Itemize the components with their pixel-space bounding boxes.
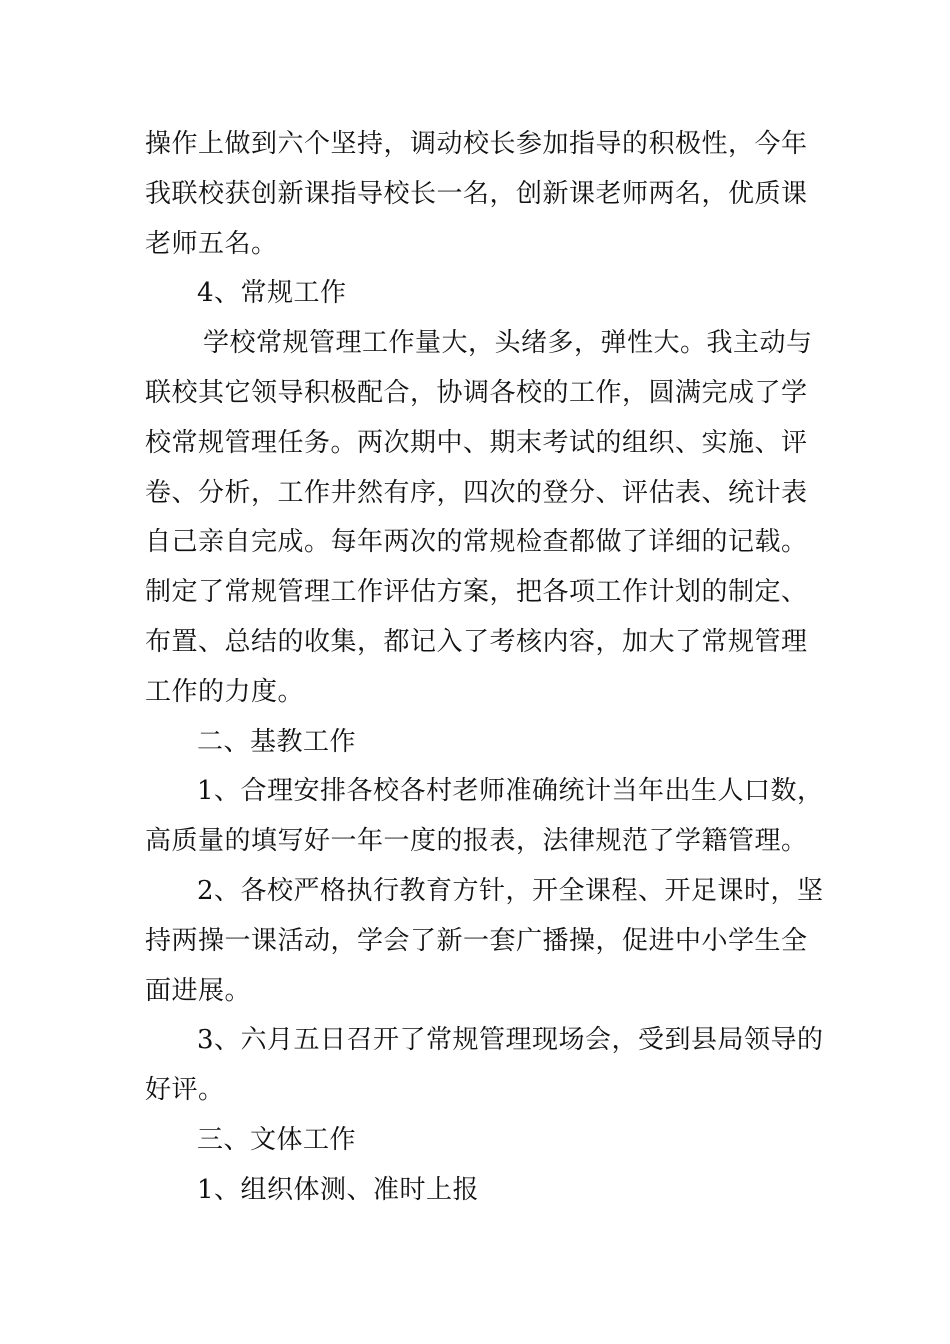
paragraph-line: 布置、总结的收集，都记入了考核内容，加大了常规管理 [145, 626, 808, 657]
paragraph-line: 持两操一课活动，学会了新一套广播操，促进中小学生全 [145, 925, 808, 956]
paragraph-line: 自己亲自完成。每年两次的常规检查都做了详细的记载。 [145, 527, 808, 558]
paragraph-line: 2、各校严格执行教育方针，开全课程、开足课时，坚 [197, 875, 824, 906]
paragraph-line: 我联校获创新课指导校长一名，创新课老师两名，优质课 [145, 178, 808, 209]
document-body [145, 120, 824, 1216]
paragraph-line: 老师五名。 [145, 228, 278, 259]
section-heading: 二、基教工作 [197, 726, 357, 757]
section-heading: 三、文体工作 [197, 1124, 357, 1155]
paragraph-line: 校常规管理任务。两次期中、期末考试的组织、实施、评 [145, 427, 808, 458]
paragraph-line: 联校其它领导积极配合，协调各校的工作，圆满完成了学 [145, 377, 808, 408]
paragraph-line: 卷、分析，工作井然有序，四次的登分、评估表、统计表 [145, 477, 808, 508]
paragraph-line: 面进展。 [145, 975, 252, 1006]
paragraph-line: 学校常规管理工作量大，头绪多，弹性大。我主动与 [203, 328, 813, 359]
paragraph-line: 1、合理安排各校各村老师准确统计当年出生人口数， [197, 776, 824, 807]
paragraph-line: 高质量的填写好一年一度的报表，法律规范了学籍管理。 [145, 826, 808, 857]
paragraph-line: 工作的力度。 [145, 676, 305, 707]
paragraph-line: 好评。 [145, 1075, 225, 1106]
paragraph-line: 制定了常规管理工作评估方案，把各项工作计划的制定、 [145, 577, 808, 608]
paragraph-line: 3、六月五日召开了常规管理现场会，受到县局领导的 [197, 1025, 824, 1056]
paragraph-line: 1、组织体测、准时上报 [197, 1174, 480, 1205]
paragraph-line: 操作上做到六个坚持，调动校长参加指导的积极性，今年 [145, 129, 808, 159]
section-heading: 4、常规工作 [197, 278, 347, 309]
